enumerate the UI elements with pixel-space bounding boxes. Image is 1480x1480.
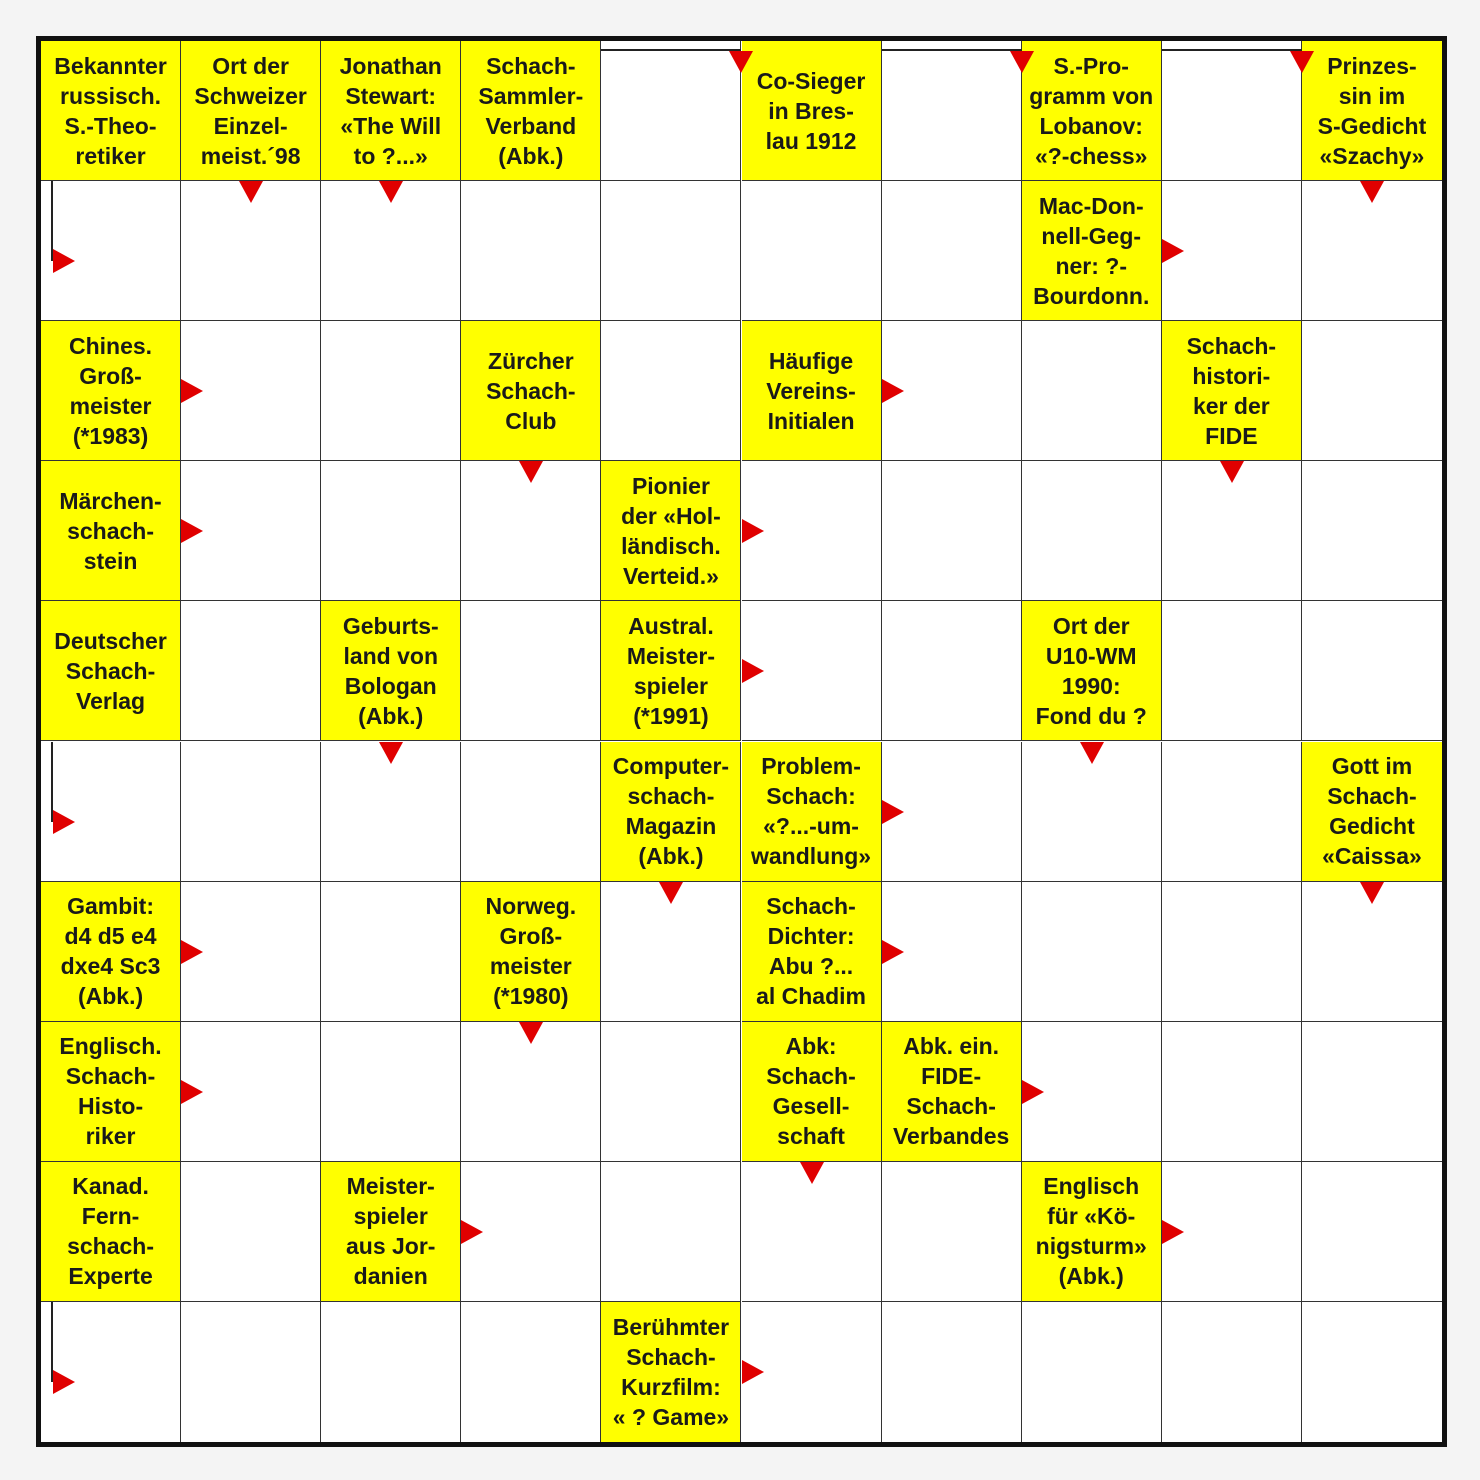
clue-text: Berühmter Schach- Kurzfilm: « ? Game» [612, 1313, 730, 1430]
answer-cell[interactable] [1302, 601, 1442, 741]
clue-text: Schach- histori- ker der FIDE [1186, 332, 1277, 449]
clue-cell [321, 41, 461, 181]
clue-cell [321, 1162, 461, 1302]
arrow-down-icon [519, 1022, 543, 1044]
arrow-down-icon [519, 461, 543, 483]
clue-cell [1022, 1162, 1162, 1302]
answer-cell[interactable] [601, 1022, 741, 1162]
arrow-down-icon [379, 742, 403, 764]
clue-text: Schach- Sammler- Verband (Abk.) [478, 52, 584, 169]
arrow-right-icon [53, 1370, 75, 1394]
clue-cell [41, 1022, 181, 1162]
answer-cell[interactable] [1022, 1302, 1162, 1442]
clue-text: Ort der Schweizer Einzel- meist.´98 [194, 52, 307, 169]
answer-cell[interactable] [1302, 1302, 1442, 1442]
arrow-right-icon [742, 659, 764, 683]
clue-cell [1162, 321, 1302, 461]
arrow-right-icon [742, 1360, 764, 1384]
answer-cell[interactable] [1302, 1022, 1442, 1162]
arrow-right-icon [1162, 1220, 1184, 1244]
clue-cell [601, 742, 741, 882]
clue-cell [742, 882, 882, 1022]
answer-cell[interactable] [1302, 461, 1442, 601]
answer-cell[interactable] [882, 41, 1022, 181]
clue-text: Abk. ein. FIDE- Schach- Verbandes [892, 1033, 1010, 1150]
answer-cell[interactable] [321, 321, 461, 461]
answer-cell[interactable] [1302, 321, 1442, 461]
clue-text: Kanad. Fern- schach- Experte [67, 1173, 155, 1290]
answer-cell[interactable] [742, 181, 882, 321]
arrow-down-icon [1360, 882, 1384, 904]
arrow-right-icon [742, 519, 764, 543]
arrow-right-icon [882, 379, 904, 403]
answer-cell[interactable] [1162, 742, 1302, 882]
answer-cell[interactable] [1022, 461, 1162, 601]
clue-text: Deutscher Schach- Verlag [54, 627, 167, 714]
arrow-right-icon [181, 519, 203, 543]
clue-text: Jonathan Stewart: «The Will to ?...» [339, 52, 442, 169]
answer-cell[interactable] [1022, 882, 1162, 1022]
clue-cell [41, 1162, 181, 1302]
answer-cell[interactable] [1162, 41, 1302, 181]
answer-cell[interactable] [1162, 601, 1302, 741]
clue-text: Geburts- land von Bologan (Abk.) [342, 612, 439, 729]
answer-cell[interactable] [601, 321, 741, 461]
clue-text: Gambit: d4 d5 e4 dxe4 Sc3 (Abk.) [60, 893, 161, 1010]
answer-cell[interactable] [181, 742, 321, 882]
clue-cell [601, 461, 741, 601]
clue-cell [1022, 601, 1162, 741]
clue-cell [461, 321, 601, 461]
answer-cell[interactable] [601, 181, 741, 321]
clue-cell [321, 601, 461, 741]
clue-cell [41, 41, 181, 181]
answer-cell[interactable] [321, 1302, 461, 1442]
clue-cell [41, 461, 181, 601]
arrow-stem [1162, 49, 1302, 51]
answer-cell[interactable] [601, 41, 741, 181]
clue-text: Meister- spieler aus Jor- danien [345, 1173, 436, 1290]
clue-text: Chines. Groß- meister (*1983) [69, 332, 153, 449]
answer-cell[interactable] [882, 601, 1022, 741]
answer-cell[interactable] [181, 1302, 321, 1442]
arrow-down-icon [1290, 51, 1314, 73]
clue-text: Ort der U10-WM 1990: Fond du ? [1035, 612, 1147, 729]
arrow-right-icon [461, 1220, 483, 1244]
arrow-right-icon [181, 1080, 203, 1104]
clue-cell [461, 882, 601, 1022]
arrow-right-icon [181, 940, 203, 964]
arrow-stem [882, 49, 1022, 51]
clue-cell [742, 321, 882, 461]
clue-text: Pionier der «Hol- ländisch. Verteid.» [621, 472, 721, 589]
answer-cell[interactable] [321, 882, 461, 1022]
clue-text: Austral. Meister- spieler (*1991) [626, 612, 716, 729]
clue-cell [41, 321, 181, 461]
clue-cell [742, 742, 882, 882]
arrow-right-icon [1162, 239, 1184, 263]
clue-cell [181, 41, 321, 181]
clue-text: Häufige Vereins- Initialen [766, 347, 856, 434]
answer-cell[interactable] [461, 601, 601, 741]
arrow-right-icon [882, 800, 904, 824]
clue-cell [41, 882, 181, 1022]
clue-text: Mac-Don- nell-Geg- ner: ?- Bourdonn. [1033, 192, 1150, 309]
clue-cell [1022, 41, 1162, 181]
arrow-down-icon [800, 1162, 824, 1184]
arrow-down-icon [1220, 461, 1244, 483]
clue-text: S.-Pro- gramm von Lobanov: «?-chess» [1029, 52, 1154, 169]
clue-cell [41, 601, 181, 741]
answer-cell[interactable] [882, 1302, 1022, 1442]
arrow-stem [601, 49, 741, 51]
answer-cell[interactable] [1162, 1022, 1302, 1162]
clue-cell [601, 601, 741, 741]
answer-cell[interactable] [601, 1162, 741, 1302]
clue-text: Abk: Schach- Gesell- schaft [766, 1033, 856, 1150]
arrow-down-icon [659, 882, 683, 904]
clue-text: Englisch. Schach- Histo- riker [59, 1033, 162, 1150]
answer-cell[interactable] [461, 742, 601, 882]
arrow-down-icon [379, 181, 403, 203]
arrow-right-icon [181, 379, 203, 403]
clue-text: Prinzes- sin im S-Gedicht «Szachy» [1317, 52, 1427, 169]
clue-cell [461, 41, 601, 181]
clue-cell [601, 1302, 741, 1442]
answer-cell[interactable] [1162, 882, 1302, 1022]
arrow-right-icon [53, 810, 75, 834]
answer-cell[interactable] [1022, 321, 1162, 461]
clue-cell [882, 1022, 1022, 1162]
answer-cell[interactable] [461, 1302, 601, 1442]
clue-cell [742, 41, 882, 181]
answer-cell[interactable] [1162, 1302, 1302, 1442]
clue-text: Bekannter russisch. S.-Theo- retiker [54, 52, 167, 169]
arrow-down-icon [239, 181, 263, 203]
answer-cell[interactable] [181, 1162, 321, 1302]
clue-text: Englisch für «Kö- nigsturm» (Abk.) [1035, 1173, 1147, 1290]
clue-cell [1302, 41, 1442, 181]
clue-text: Computer- schach- Magazin (Abk.) [612, 753, 730, 870]
clue-cell [742, 1022, 882, 1162]
arrow-right-icon [882, 940, 904, 964]
clue-cell [1022, 181, 1162, 321]
arrow-down-icon [729, 51, 753, 73]
answer-cell[interactable] [882, 181, 1022, 321]
crossword-grid [36, 36, 1447, 1447]
arrow-down-icon [1080, 742, 1104, 764]
clue-text: Problem- Schach: «?...-um- wandlung» [750, 753, 872, 870]
arrow-right-icon [1022, 1080, 1044, 1104]
answer-cell[interactable] [882, 461, 1022, 601]
clue-text: Schach- Dichter: Abu ?... al Chadim [756, 893, 866, 1010]
clue-text: Gott im Schach- Gedicht «Caissa» [1322, 753, 1422, 870]
clue-text: Märchen- schach- stein [59, 487, 162, 574]
arrow-right-icon [53, 249, 75, 273]
answer-cell[interactable] [181, 601, 321, 741]
answer-cell[interactable] [882, 1162, 1022, 1302]
clue-cell [1302, 742, 1442, 882]
answer-cell[interactable] [1302, 1162, 1442, 1302]
answer-cell[interactable] [321, 1022, 461, 1162]
arrow-down-icon [1010, 51, 1034, 73]
clue-text: Zürcher Schach- Club [486, 347, 576, 434]
clue-text: Norweg. Groß- meister (*1980) [485, 893, 577, 1010]
clue-text: Co-Sieger in Bres- lau 1912 [756, 67, 866, 154]
answer-cell[interactable] [461, 181, 601, 321]
arrow-down-icon [1360, 181, 1384, 203]
answer-cell[interactable] [321, 461, 461, 601]
